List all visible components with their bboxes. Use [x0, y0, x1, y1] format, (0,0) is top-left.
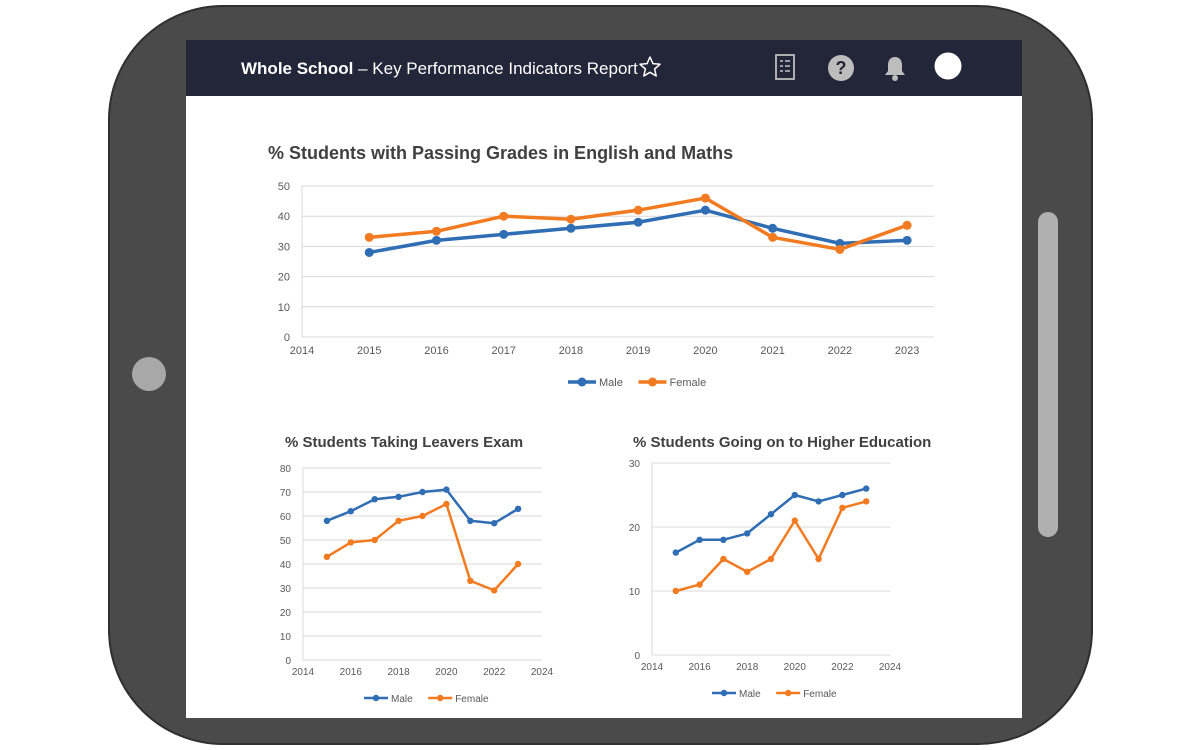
legend-marker-female [437, 695, 443, 701]
data-point-male [348, 508, 354, 514]
legend-marker-male [578, 378, 587, 387]
data-point-female [744, 569, 750, 575]
data-point-male [903, 236, 912, 245]
data-point-male [673, 549, 679, 555]
page-title-rest: – Key Performance Indicators Report [353, 59, 638, 78]
legend-marker-male [721, 690, 727, 696]
data-point-female [395, 518, 401, 524]
data-point-male [815, 498, 821, 504]
data-point-female [835, 245, 844, 254]
chart-leavers-exam [280, 434, 554, 705]
data-point-female [365, 233, 374, 242]
x-tick-label: 2016 [339, 667, 362, 678]
data-point-female [839, 505, 845, 511]
y-tick-label: 70 [279, 488, 291, 499]
data-point-female [566, 215, 575, 224]
x-tick-label: 2022 [831, 662, 854, 673]
legend-label-male: Male [391, 694, 413, 705]
x-tick-label: 2018 [558, 345, 584, 357]
y-tick-label: 80 [279, 464, 291, 475]
data-point-female [701, 194, 710, 203]
data-point-male [744, 530, 750, 536]
data-point-male [365, 248, 374, 257]
y-tick-label: 20 [628, 523, 640, 534]
data-point-male [395, 494, 401, 500]
chart-title: % Students with Passing Grades in English and Maths [268, 143, 734, 163]
y-tick-label: 40 [277, 211, 290, 224]
x-tick-label: 2024 [878, 662, 902, 673]
x-tick-label: 2016 [424, 345, 449, 357]
data-point-male [720, 537, 726, 543]
data-point-female [720, 556, 726, 562]
x-tick-label: 2021 [760, 345, 785, 357]
legend-label-male: Male [739, 689, 761, 700]
x-tick-label: 2018 [736, 662, 759, 673]
data-point-male [863, 485, 869, 491]
data-point-male [566, 224, 575, 233]
data-point-male [324, 518, 330, 524]
page-title-bold: Whole School [241, 59, 354, 78]
data-point-female [634, 206, 643, 215]
x-tick-label: 2015 [356, 345, 382, 357]
x-tick-label: 2020 [693, 345, 718, 357]
data-point-female [768, 556, 774, 562]
data-point-male [491, 520, 497, 526]
data-point-male [372, 496, 378, 502]
home-button[interactable] [132, 357, 166, 391]
y-tick-label: 10 [279, 632, 291, 643]
x-tick-label: 2018 [387, 667, 410, 678]
x-tick-label: 2014 [640, 662, 664, 673]
data-point-female [792, 517, 798, 523]
chart-passing-grades [268, 143, 934, 389]
x-tick-label: 2017 [491, 345, 516, 357]
x-tick-label: 2022 [483, 667, 506, 678]
data-point-male [515, 506, 521, 512]
legend-marker-male [373, 695, 379, 701]
data-point-female [467, 578, 473, 584]
data-point-female [815, 556, 821, 562]
svg-text:?: ? [835, 58, 847, 78]
charts-canvas [186, 40, 1022, 718]
y-tick-label: 10 [277, 301, 290, 314]
data-point-male [792, 492, 798, 498]
y-tick-label: 60 [279, 512, 291, 523]
data-point-female [348, 539, 354, 545]
legend-marker-female [648, 378, 657, 387]
legend-label-female: Female [669, 377, 707, 389]
data-point-male [467, 518, 473, 524]
data-point-male [839, 492, 845, 498]
data-point-male [768, 224, 777, 233]
data-point-male [696, 537, 702, 543]
x-tick-label: 2023 [894, 345, 920, 357]
y-tick-label: 0 [285, 656, 291, 667]
data-point-male [432, 236, 441, 245]
data-point-male [419, 489, 425, 495]
x-tick-label: 2020 [435, 667, 458, 678]
data-point-male [701, 206, 710, 215]
data-point-female [515, 561, 521, 567]
data-point-female [863, 498, 869, 504]
y-tick-label: 30 [279, 584, 291, 595]
legend-label-female: Female [455, 694, 489, 705]
data-point-female [491, 587, 497, 593]
y-tick-label: 50 [277, 181, 290, 193]
x-tick-label: 2014 [289, 345, 315, 357]
data-point-female [443, 501, 449, 507]
data-point-female [903, 221, 912, 230]
chart-title: % Students Taking Leavers Exam [285, 434, 524, 451]
y-tick-label: 40 [279, 560, 291, 571]
screen [186, 40, 1022, 718]
y-tick-label: 0 [634, 651, 640, 662]
data-point-female [372, 537, 378, 543]
data-point-male [499, 230, 508, 239]
data-point-male [634, 218, 643, 227]
data-point-female [673, 588, 679, 594]
x-tick-label: 2024 [530, 667, 554, 678]
data-point-male [768, 511, 774, 517]
y-tick-label: 10 [628, 587, 640, 598]
y-tick-label: 30 [277, 241, 290, 254]
legend-marker-female [785, 690, 791, 696]
y-tick-label: 30 [628, 459, 640, 470]
data-point-female [696, 581, 702, 587]
side-scrollbar[interactable] [1038, 212, 1058, 537]
chart-title: % Students Going on to Higher Education [633, 434, 932, 451]
x-tick-label: 2022 [827, 345, 853, 357]
data-point-female [419, 513, 425, 519]
data-point-male [443, 486, 449, 492]
x-tick-label: 2014 [291, 667, 315, 678]
data-point-female [768, 233, 777, 242]
data-point-female [432, 227, 441, 236]
x-tick-label: 2020 [783, 662, 806, 673]
data-point-female [499, 212, 508, 221]
legend-label-female: Female [803, 689, 837, 700]
legend-label-male: Male [599, 377, 623, 389]
x-tick-label: 2016 [688, 662, 711, 673]
data-point-female [324, 554, 330, 560]
x-tick-label: 2019 [625, 345, 651, 357]
y-tick-label: 50 [279, 536, 291, 547]
y-tick-label: 20 [277, 271, 290, 284]
y-tick-label: 0 [283, 332, 290, 344]
y-tick-label: 20 [279, 608, 291, 619]
chart-higher-education [629, 434, 931, 700]
